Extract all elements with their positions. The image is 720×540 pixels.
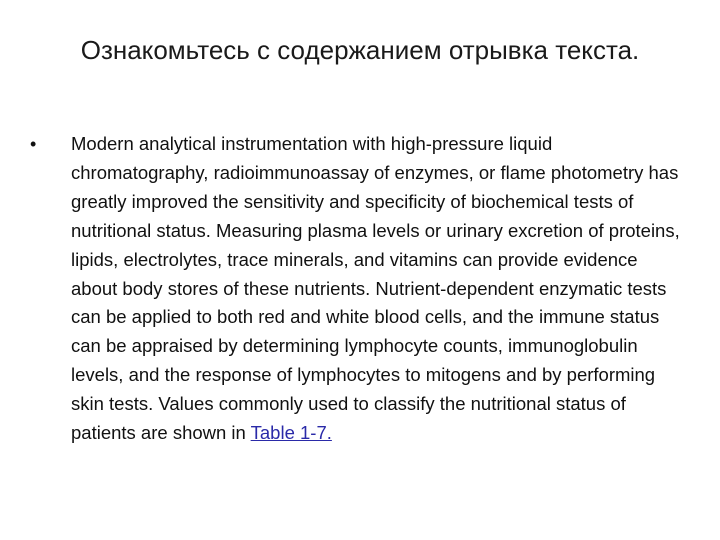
bullet-item [30, 130, 680, 448]
slide-title: Ознакомьтесь с содержанием отрывка текста. [80, 35, 640, 65]
paragraph-text: Modern analytical instrumentation with high-pressure liquid chromatography, radioimmunoassay of enzymes, or flame photometry has greatly improved the sensitivity and specificity of biochemical tests of nutritional status. Measuring plasma levels or urinary excretion of proteins, lipids, electrolytes, trace minerals, and vitamins can provide evidence about body stores of these nutrients. Nutrient-dependent enzymatic tests can be applied to both red and white blood cells, and the immune status can be appraised by determining lymphocyte counts, immunoglobulin levels, and the response of lymphocytes to mitogens and by performing skin tests. Values commonly used to classify the nutritional status of patients are shown in [71, 133, 680, 444]
bullet-icon: • [30, 134, 37, 154]
slide-content [30, 130, 680, 448]
table-link[interactable]: Table 1-7. [250, 422, 332, 444]
